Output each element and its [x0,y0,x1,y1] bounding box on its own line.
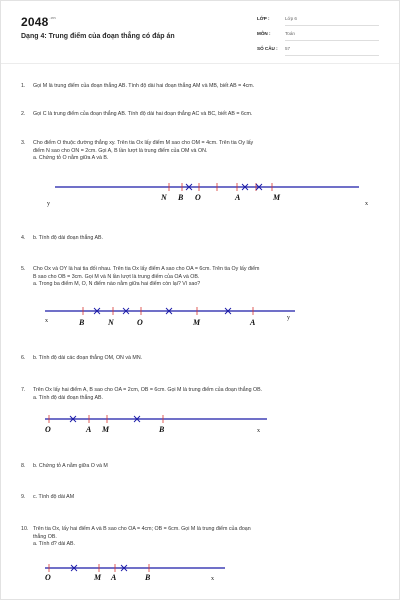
question-6: 6. b. Tính độ dài các đoạn thẳng OM, ON và MN. [21,355,143,361]
figure-q10 [1,561,400,587]
fig10-point-o: O [45,573,51,582]
fig10-point-a: A [111,573,117,582]
question-2: 2. Gọi C là trung điểm của đoạn thẳng AB. Tính độ dài hai đoạn thẳng AC và BC, biết AB = 6cm. [21,111,253,117]
fig3-point-o: O [195,193,201,202]
site-logo[interactable]: $2048^{.vn}$ [21,15,56,29]
fig10-point-m: M [94,573,102,582]
fig5-label-x: x [45,318,48,324]
figure-q7 [1,409,400,437]
fig7-point-b: B [159,425,165,434]
question-3: 3. Cho điểm O thuộc đường thẳng xy. Trên tia Ox lấy điểm M sao cho OM = 4cm. Trên tia Oy lấy điểm N sao cho ON = 2cm. Gọi A, B lần lượt là trung điểm của OM và ON. a. Chứng tỏ O nằm giữa A và B. [21,140,254,162]
meta-question-count: SỐ CÂU : 57 [257,46,291,51]
fig3-label-y: y [47,201,50,207]
fig3-point-m: M [273,193,281,202]
fig5-point-o: O [137,318,143,327]
figure-q3 [1,173,400,209]
question-8: 8. b. Chứng tỏ A nằm giữa O và M [21,463,108,469]
fig5-point-a: A [250,318,256,327]
document-header [1,1,399,64]
fig5-point-m: M [193,318,201,327]
fig10-label-x: x [211,576,214,582]
question-5: 5. Cho Ox và OY là hai tia đối nhau. Trên tia Ox lấy điểm A sao cho OA = 6cm. Trên tia Oy lấy điểm B sao cho OB = 3cm. Gọi M và N lần lượt là trung điểm của OA và OB. a. Trong ba điểm M, O, N điểm nào nằm giữa hai điểm còn lại? Vì sao? [21,266,260,288]
fig3-point-a: A [235,193,241,202]
fig7-point-a: A [86,425,92,434]
fig7-point-m: M [102,425,110,434]
fig5-label-y: y [287,315,290,321]
fig7-label-x: x [257,428,260,434]
fig3-point-b: B [178,193,184,202]
fig5-point-b: B [79,318,85,327]
fig10-point-b: B [145,573,151,582]
meta-class: LỚP : Lớp 6 [257,16,297,21]
question-4: 4. b. Tính độ dài đoạn thẳng AB. [21,235,103,241]
question-7: 7. Trên Ox lấy hai điểm A, B sao cho OA = 2cm, OB = 6cm. Gọi M là trung điểm của đoạn thẳng OB. a. Tính độ dài đoạn thẳng AB. [21,387,263,401]
fig3-label-x: x [365,201,368,207]
question-9: 9. c. Tính độ dài AM [21,494,75,500]
document-title: Dạng 4: Trung điểm của đoạn thẳng có đáp án [21,33,175,40]
fig5-point-n: N [108,318,114,327]
question-1: 1. Gọi M là trung điểm của đoạn thẳng AB. Tính độ dài hai đoạn thẳng AM và MB, biết AB = 4cm. [21,83,255,89]
figure-q5 [1,301,400,331]
question-10: 10. Trên tia Ox, lấy hai điểm A và B sao cho OA = 4cm; OB = 6cm. Gọi M là trung điểm của đoạn thẳng OB. a. Tính đ? dài AB. [21,526,251,548]
fig3-point-n: N [161,193,167,202]
meta-subject: MÔN : Toán [257,31,295,36]
fig7-point-o: O [45,425,51,434]
